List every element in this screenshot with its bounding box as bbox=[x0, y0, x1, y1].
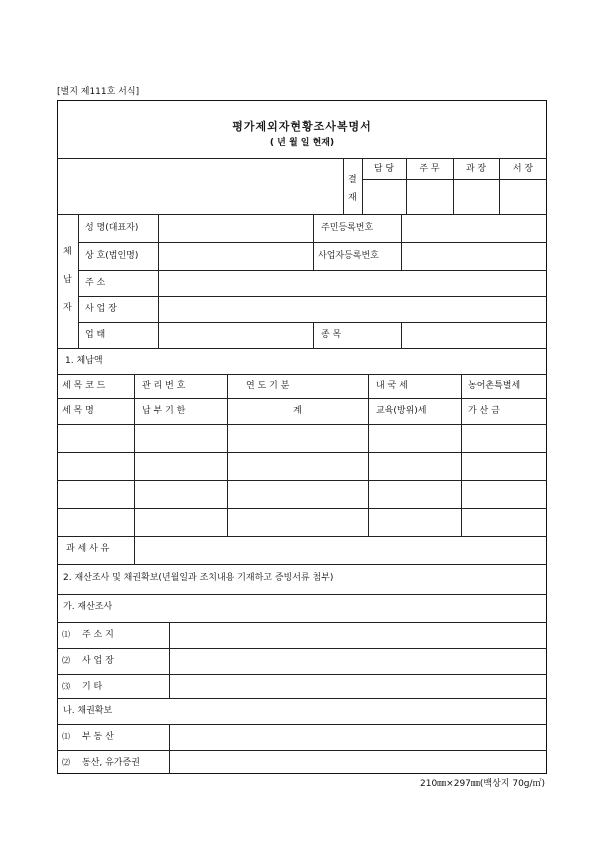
col-national-tax: 내 국 세 bbox=[376, 381, 408, 391]
divider bbox=[57, 622, 547, 623]
approval-col-chief: 주 무 bbox=[419, 164, 440, 174]
approval-label-1: 결 bbox=[348, 175, 357, 185]
divider bbox=[78, 270, 547, 271]
form-frame bbox=[57, 100, 547, 774]
brn-label: 사업자등록번호 bbox=[318, 251, 379, 261]
col-year-period: 연 도 기 분 bbox=[246, 381, 290, 391]
real-estate-label: 부 동 산 bbox=[82, 732, 114, 742]
address-label: 주 소 bbox=[85, 278, 106, 288]
col-tax-name: 세 목 명 bbox=[62, 406, 94, 416]
divider bbox=[57, 564, 547, 565]
divider bbox=[78, 296, 547, 297]
approval-col-director: 서 장 bbox=[512, 164, 534, 174]
residence-label: 주 소 지 bbox=[82, 630, 114, 640]
col-penalty: 가 산 금 bbox=[468, 406, 500, 416]
divider bbox=[362, 179, 547, 180]
divider bbox=[57, 594, 547, 595]
section1-title: 1. 체납액 bbox=[65, 356, 103, 366]
divider bbox=[57, 750, 547, 751]
item-number: ⑴ bbox=[62, 732, 70, 741]
item-number: ⑵ bbox=[62, 656, 70, 665]
form-number-label: [별지 제111호 서식] bbox=[57, 87, 140, 97]
divider bbox=[57, 452, 547, 453]
form-subtitle: ( 년 월 일 현재) bbox=[269, 138, 335, 148]
item-label: 종 목 bbox=[321, 330, 342, 340]
property-survey-title: 가. 재산조사 bbox=[63, 602, 113, 612]
movables-securities-label: 동산, 유가증권 bbox=[82, 758, 140, 768]
tax-reason-label: 과 세 사 유 bbox=[66, 544, 110, 554]
divider bbox=[57, 398, 547, 399]
divider bbox=[57, 480, 547, 481]
approval-col-section-head: 과 장 bbox=[465, 164, 487, 174]
taxpayer-side-label-3: 자 bbox=[63, 303, 72, 313]
other-label: 기 타 bbox=[82, 682, 103, 692]
divider bbox=[57, 214, 547, 215]
col-education-tax: 교육(방위)세 bbox=[376, 406, 427, 416]
rrn-label: 주민등록번호 bbox=[321, 223, 374, 233]
item-number: ⑴ bbox=[62, 630, 70, 639]
col-rural-tax: 농어촌특별세 bbox=[468, 381, 521, 391]
claim-security-title: 나. 채권확보 bbox=[63, 706, 113, 716]
divider bbox=[57, 674, 547, 675]
col-mgmt-no: 관 리 번 호 bbox=[142, 381, 186, 391]
divider bbox=[57, 648, 547, 649]
col-due-date: 납 부 기 한 bbox=[142, 406, 186, 416]
item-number: ⑶ bbox=[62, 682, 70, 691]
business-type-label: 업 태 bbox=[85, 330, 106, 340]
divider bbox=[57, 348, 547, 349]
approval-label-2: 재 bbox=[348, 193, 357, 203]
divider bbox=[57, 508, 547, 509]
item-number: ⑵ bbox=[62, 758, 70, 767]
divider bbox=[57, 158, 547, 159]
divider bbox=[57, 424, 547, 425]
col-total: 계 bbox=[293, 406, 302, 416]
form-title: 평가제외자현황조사복명서 bbox=[232, 120, 372, 133]
divider bbox=[57, 374, 547, 375]
col-tax-code: 세 목 코 드 bbox=[62, 381, 106, 391]
company-label: 상 호(법인명) bbox=[85, 251, 139, 261]
divider bbox=[57, 536, 547, 537]
approval-col-officer: 담 당 bbox=[373, 164, 395, 174]
divider bbox=[57, 698, 547, 699]
section2-title: 2. 재산조사 및 채권확보(년월일과 조치내용 기재하고 증빙서류 첨부) bbox=[63, 573, 334, 583]
divider bbox=[57, 724, 547, 725]
workplace-label: 사 업 장 bbox=[82, 656, 114, 666]
business-place-label: 사 업 장 bbox=[85, 304, 117, 314]
taxpayer-side-label-2: 납 bbox=[63, 275, 72, 285]
paper-spec-footer: 210㎜×297㎜(백상지 70g/㎡) bbox=[420, 779, 546, 789]
taxpayer-side-label-1: 체 bbox=[63, 247, 72, 257]
name-label: 성 명(대표자) bbox=[85, 223, 139, 233]
